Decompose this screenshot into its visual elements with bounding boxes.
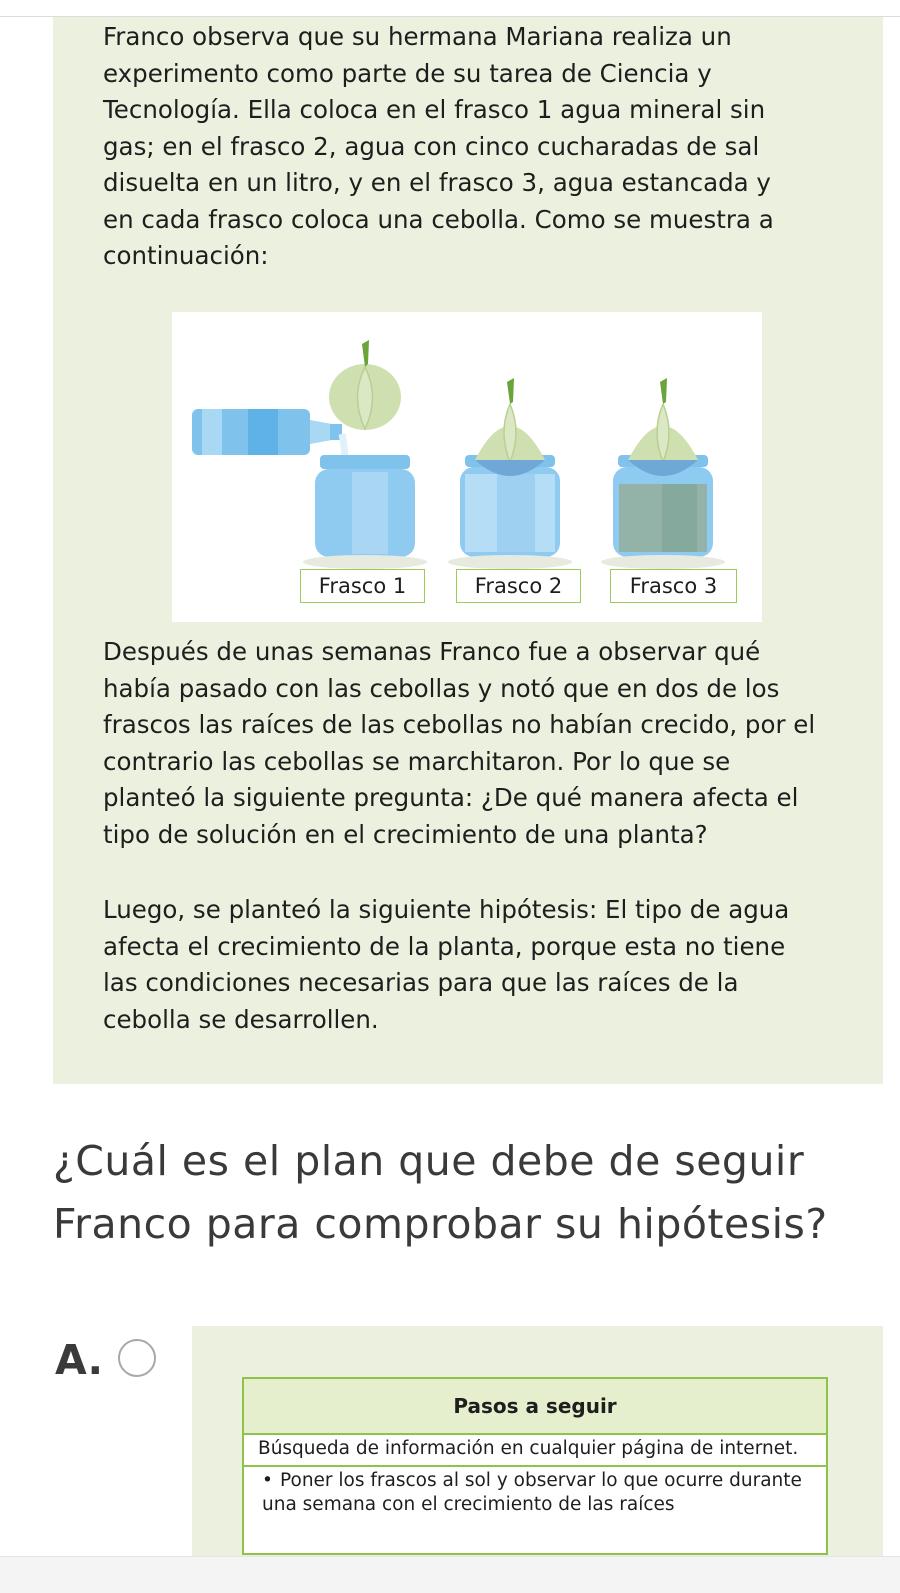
jar-2-label: Frasco 2 [456,569,581,603]
option-a-radio[interactable] [118,1339,156,1377]
intro-paragraph: Franco observa que su hermana Mariana realiza un experimento como parte de su tarea de Ciencia y Tecnología. Ella coloca en el frasco 1 agua mineral sin gas; en el frasco 2, agua con cinco cucharadas de sal disuelta en un litro, y en el frasco 3, agua estancada y en cada frasco coloca una cebolla. Como se muestra a continuación: [103,22,774,270]
option-a-letter: A. [55,1336,104,1384]
question-text: ¿Cuál es el plan que debe de seguir Franco para comprobar su hipótesis? [53,1137,828,1248]
observation-paragraph: Después de unas semanas Franco fue a observar qué había pasado con las cebollas y notó que en dos de los frascos las raíces de las cebollas no habían crecido, por el contrario las cebollas se marchitaron. Por lo que se planteó la siguiente pregunta: ¿De qué manera afecta el tipo de solución en el crecimiento de una planta? [103,637,816,849]
hypothesis-paragraph: Luego, se planteó la siguiente hipótesis: El tipo de agua afecta el crecimiento de la planta, porque esta no tiene las condiciones necesarias para que las raíces de la cebolla se desarrollen. [103,895,790,1034]
context-panel [53,17,883,1084]
jar-1-icon [303,340,427,569]
steps-table-row [243,1434,827,1466]
option-a-panel[interactable] [192,1326,883,1556]
jar-2-icon [448,378,572,569]
experiment-figure [172,312,762,622]
jar-3-label: Frasco 3 [610,569,737,603]
steps-table-row [243,1466,827,1554]
step-2-text: Poner los frascos al sol y observar lo que ocurre durante una semana con el crecimiento de las raíces [262,1470,802,1515]
jar-3-icon [601,378,725,569]
steps-table-header: Pasos a seguir [243,1378,827,1434]
step-1-text: Búsqueda de información en cualquier página de internet. [258,1438,799,1459]
jar-1-label: Frasco 1 [300,569,425,603]
bullet-icon: • [262,1470,273,1491]
bottom-bar [0,1556,900,1593]
steps-table [242,1377,828,1555]
